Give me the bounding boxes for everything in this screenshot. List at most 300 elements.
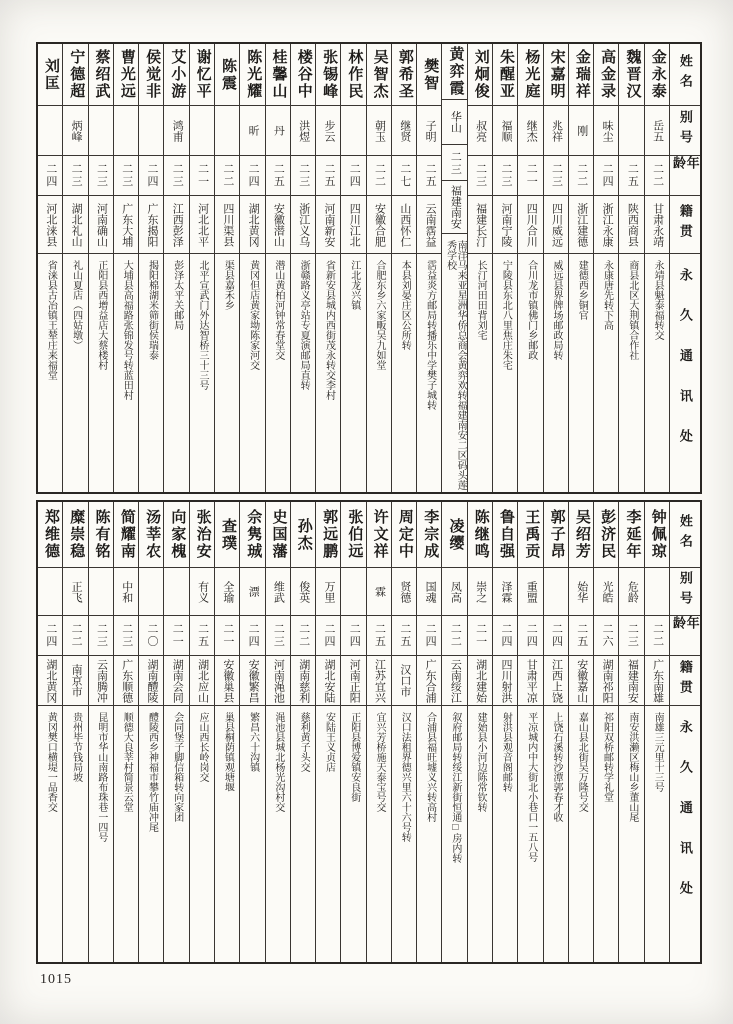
directory-table-top (36, 42, 702, 494)
person-native: 江西彭泽 (164, 196, 188, 254)
header-label-name: 姓名 (670, 502, 700, 568)
person-name: 彭济民 (594, 502, 618, 568)
person-age: 二三 (114, 156, 138, 196)
person-alias: 丹 (266, 106, 290, 156)
person-column (593, 502, 618, 962)
person-age: 二三 (114, 616, 138, 656)
person-name: 周定中 (392, 502, 416, 568)
person-native: 四川合川 (518, 196, 542, 254)
person-name: 张伯远 (341, 502, 365, 568)
person-address: 浙赣路义亭站专夏演邮局直转 (298, 260, 310, 390)
person-alias: 光皓 (594, 568, 618, 616)
person-name: 郭希圣 (392, 44, 416, 106)
person-column (441, 502, 466, 962)
person-column (315, 44, 340, 492)
person-age: 二四 (341, 156, 365, 196)
person-age: 二三 (164, 156, 188, 196)
page-number: 1015 (40, 972, 72, 987)
person-column (644, 44, 669, 492)
person-address: 揭阳棉湖米筛街侯瑞泰 (146, 260, 158, 360)
person-alias (89, 568, 113, 616)
person-name: 宋嘉明 (544, 44, 568, 106)
person-name: 简耀南 (114, 502, 138, 568)
person-native: 湖北应山 (190, 656, 214, 706)
person-address: 应山西长岭岗交 (197, 712, 209, 782)
person-address: 省新安县城内西街茂永转交李村 (323, 260, 335, 400)
person-name: 高金录 (594, 44, 618, 106)
person-native: 河南正阳 (341, 656, 365, 706)
person-alias: 中和 (114, 568, 138, 616)
person-column (467, 44, 492, 492)
person-column (517, 44, 542, 492)
person-name: 宁德超 (63, 44, 87, 106)
person-native: 安徽巢县 (215, 656, 239, 706)
person-native: 安徽潜山 (266, 196, 290, 254)
person-column (62, 502, 87, 962)
person-alias: 岳五 (645, 106, 669, 156)
person-alias: 有义 (190, 568, 214, 616)
person-age: 二一 (215, 616, 239, 656)
person-alias: 维武 (266, 568, 290, 616)
person-address: 渠县嘉禾乡 (222, 260, 234, 310)
person-alias: 全瑜 (215, 568, 239, 616)
person-name: 朱醒亚 (493, 44, 517, 106)
person-native: 湖北礼山 (63, 196, 87, 254)
person-name: 钟佩琼 (645, 502, 669, 568)
person-native: 浙江永康 (594, 196, 618, 254)
person-age: 二二 (215, 156, 239, 196)
person-column (644, 502, 669, 962)
person-age: 二三 (63, 156, 87, 196)
person-column (214, 44, 239, 492)
person-alias: 刚 (569, 106, 593, 156)
person-native: 安徽合肥 (367, 196, 391, 254)
person-native: 湖北安陆 (316, 656, 340, 706)
person-age: 二二 (63, 616, 87, 656)
person-age: 二四 (341, 616, 365, 656)
person-name: 佘隽珹 (240, 502, 264, 568)
person-native: 四川渠县 (215, 196, 239, 254)
person-address: 繁昌六十沟镇 (247, 712, 259, 772)
person-name: 王禹贡 (518, 502, 542, 568)
person-alias: 炳峰 (63, 106, 87, 156)
person-native: 云南腾冲 (89, 656, 113, 706)
person-column (163, 502, 188, 962)
person-age: 二四 (240, 156, 264, 196)
header-label-name: 姓名 (670, 44, 700, 106)
person-name: 吴绍芳 (569, 502, 593, 568)
person-name: 查璞 (215, 502, 239, 568)
person-native: 福建南安 (619, 656, 643, 706)
person-name: 谢忆平 (190, 44, 214, 106)
person-age: 二五 (392, 616, 416, 656)
person-address: 宁陵县东北八里焦庄朱宅 (500, 260, 512, 370)
person-age: 二四 (594, 156, 618, 196)
person-age: 二四 (518, 616, 542, 656)
person-native: 湖南慈利 (291, 656, 315, 706)
person-alias (544, 568, 568, 616)
person-age: 二五 (417, 156, 441, 196)
person-column (62, 44, 87, 492)
person-column (214, 502, 239, 962)
person-alias: 始华 (569, 568, 593, 616)
person-age: 二四 (417, 616, 441, 656)
person-column (189, 502, 214, 962)
person-column (366, 502, 391, 962)
header-label-native_place: 籍贯 (670, 196, 700, 254)
person-address: 彭泽太平关邮局 (171, 260, 183, 330)
person-address: 威远县界牌场邮政局转 (550, 260, 562, 360)
person-age: 二五 (619, 156, 643, 196)
header-column (669, 44, 700, 492)
person-name: 孙杰 (291, 502, 315, 568)
person-alias: 重盟 (518, 568, 542, 616)
person-name: 艾小游 (164, 44, 188, 106)
person-alias (215, 106, 239, 156)
person-native: 福建南安 (442, 181, 466, 233)
person-alias: 昕 (240, 106, 264, 156)
person-alias: 正飞 (63, 568, 87, 616)
person-age: 二三 (544, 156, 568, 196)
person-column (239, 502, 264, 962)
person-native: 河南宁陵 (493, 196, 517, 254)
person-age: 二四 (493, 616, 517, 656)
person-alias: 俊英 (291, 568, 315, 616)
person-alias: 步云 (316, 106, 340, 156)
person-native: 安徽嘉山 (569, 656, 593, 706)
person-name: 侯觉非 (139, 44, 163, 106)
person-address: 醴陵西乡神福市攀竹庙冲尾 (146, 712, 158, 832)
person-native: 湖北建始 (468, 656, 492, 706)
person-age: 二四 (38, 156, 62, 196)
person-age: 二二 (645, 616, 669, 656)
person-name: 陈震 (215, 44, 239, 106)
person-name: 蔡绍武 (89, 44, 113, 106)
person-column (543, 502, 568, 962)
person-native: 云南绥江 (442, 656, 466, 706)
person-address: 江北龙兴镇 (348, 260, 360, 310)
person-name: 林作民 (341, 44, 365, 106)
person-native: 甘肃平凉 (518, 656, 542, 706)
person-address: 潜山黄柏河钟常春堂交 (272, 260, 284, 360)
person-column (517, 502, 542, 962)
person-name: 刘匡 (38, 44, 62, 106)
person-alias (164, 568, 188, 616)
person-column (290, 44, 315, 492)
header-label-alias: 别号 (670, 106, 700, 156)
person-native: 河北涞县 (38, 196, 62, 254)
person-address: 霑益炎方邮局转播乐中学樊子城转 (424, 260, 436, 410)
person-name: 张锡峰 (316, 44, 340, 106)
person-column (138, 502, 163, 962)
person-alias (645, 568, 669, 616)
person-native: 湖南祁阳 (594, 656, 618, 706)
person-alias (89, 106, 113, 156)
person-native: 汉口市 (392, 656, 416, 706)
person-address: 嘉山县北街吴万隆号交 (576, 712, 588, 812)
person-column (138, 44, 163, 492)
person-address: 合肥东乡六家畈吴九如堂 (374, 260, 386, 370)
person-native: 河南渑池 (266, 656, 290, 706)
person-address: 汉口法租界德兴里六十六号转 (399, 712, 411, 842)
person-name: 金瑞祥 (569, 44, 593, 106)
person-address: 叙府邮局转绥江新街恒通□房内转 (449, 712, 461, 863)
person-alias: 凤高 (442, 568, 466, 616)
header-label-alias: 别号 (670, 568, 700, 616)
person-name: 汤莘农 (139, 502, 163, 568)
person-alias (139, 106, 163, 156)
person-name: 黄弈霞 (442, 44, 466, 100)
person-column (366, 44, 391, 492)
person-age: 二七 (392, 156, 416, 196)
person-alias: 叔亮 (468, 106, 492, 156)
person-age: 二三 (442, 145, 466, 181)
person-name: 凌缨 (442, 502, 466, 568)
person-alias (341, 568, 365, 616)
person-column (568, 502, 593, 962)
header-label-age: 年龄 (670, 156, 700, 196)
person-alias (341, 106, 365, 156)
person-age: 二二 (645, 156, 669, 196)
person-address: 建德西乡铜官 (576, 260, 588, 320)
person-age: 二一 (190, 156, 214, 196)
person-native: 河南确山 (89, 196, 113, 254)
person-address: 正阳县博爱镇安良街 (348, 712, 360, 802)
person-age: 二三 (89, 616, 113, 656)
person-age: 二〇 (139, 616, 163, 656)
person-address: 建始县小河边陈常钦转 (475, 712, 487, 812)
person-column (492, 502, 517, 962)
person-name: 陈光耀 (240, 44, 264, 106)
person-name: 郑维德 (38, 502, 62, 568)
person-column (593, 44, 618, 492)
person-age: 二五 (367, 616, 391, 656)
person-column (163, 44, 188, 492)
header-label-address: 永久通讯处 (670, 706, 700, 962)
person-native: 安徽繁昌 (240, 656, 264, 706)
person-address: 慈利黄子头交 (298, 712, 310, 772)
person-age: 二三 (266, 616, 290, 656)
person-address: 祁阳双桥邮转学礼堂 (601, 712, 613, 802)
person-alias: 继贤 (392, 106, 416, 156)
person-alias: 子明 (417, 106, 441, 156)
person-alias: 泽霖 (493, 568, 517, 616)
person-name: 魏晋汉 (619, 44, 643, 106)
person-age: 二四 (139, 156, 163, 196)
person-native: 湖北黄冈 (240, 196, 264, 254)
person-age: 二一 (164, 616, 188, 656)
person-address: 南安洪濑区梅山乡董山尾 (626, 712, 638, 822)
person-native: 湖南醴陵 (139, 656, 163, 706)
person-native: 广东南雄 (645, 656, 669, 706)
person-native: 云南霑益 (417, 196, 441, 254)
person-alias: 万里 (316, 568, 340, 616)
person-address: 正阳县西增益店大蔡楼村 (95, 260, 107, 370)
person-native: 广东揭阳 (139, 196, 163, 254)
person-native: 南京市 (63, 656, 87, 706)
person-column (618, 44, 643, 492)
person-age: 二六 (594, 616, 618, 656)
person-column (568, 44, 593, 492)
person-age: 二四 (240, 616, 264, 656)
person-address: 渑池县城北杨光沟村交 (272, 712, 284, 812)
person-native: 陕西商县 (619, 196, 643, 254)
person-native: 广东合浦 (417, 656, 441, 706)
person-name: 郭子昂 (544, 502, 568, 568)
person-address: 巢县桐荫镇观塘堰 (222, 712, 234, 792)
person-column (88, 44, 113, 492)
person-alias (619, 106, 643, 156)
person-address: 昆明市华山南路布珠巷一四号 (95, 712, 107, 842)
person-column (467, 502, 492, 962)
person-name: 陈继鸣 (468, 502, 492, 568)
person-age: 二四 (38, 616, 62, 656)
person-column (265, 502, 290, 962)
person-age: 二二 (569, 156, 593, 196)
person-alias: 味尘 (594, 106, 618, 156)
person-age: 二一 (468, 616, 492, 656)
person-age: 二二 (367, 156, 391, 196)
person-native: 江西上饶 (544, 656, 568, 706)
person-name: 桂馨山 (266, 44, 290, 106)
person-age: 二四 (316, 616, 340, 656)
person-alias: 福顺 (493, 106, 517, 156)
person-native: 江苏宜兴 (367, 656, 391, 706)
person-column (88, 502, 113, 962)
directory-tables (36, 42, 702, 964)
person-alias: 兆祥 (544, 106, 568, 156)
person-name: 陈有铭 (89, 502, 113, 568)
person-column (239, 44, 264, 492)
person-age: 二三 (291, 156, 315, 196)
person-address: 本县刘晏庄区公所转 (399, 260, 411, 350)
person-alias: 霖 (367, 568, 391, 616)
person-column (340, 502, 365, 962)
person-age: 二五 (316, 156, 340, 196)
person-address: 宜兴芳桥施天泰宝号交 (374, 712, 386, 812)
person-column (618, 502, 643, 962)
person-native: 福建长汀 (468, 196, 492, 254)
person-address: 北平宣武门外达智桥三十三号 (197, 260, 209, 390)
person-address: 贵州毕节钱局坡 (70, 712, 82, 782)
person-address: 省涞县古冶镇王辇庄来福堂 (45, 260, 57, 380)
person-address: 大埔县高福路张锦发号转蓝田村 (121, 260, 133, 400)
person-address: 合川龙市镇佛门乡邮政 (525, 260, 537, 360)
person-name: 史国藩 (266, 502, 290, 568)
person-native: 河南新安 (316, 196, 340, 254)
person-alias (38, 106, 62, 156)
person-address: 平凉城内中大街北小巷口一五八号 (525, 712, 537, 862)
person-name: 刘炯俊 (468, 44, 492, 106)
person-native: 四川江北 (341, 196, 365, 254)
person-native: 浙江建德 (569, 196, 593, 254)
header-label-native_place: 籍贯 (670, 656, 700, 706)
person-address: 会同堡子脚信箱转向家团 (171, 712, 183, 822)
person-alias: 继杰 (518, 106, 542, 156)
person-column (416, 502, 441, 962)
person-age: 二三 (619, 616, 643, 656)
person-alias (139, 568, 163, 616)
person-name: 樊智 (417, 44, 441, 106)
person-alias (38, 568, 62, 616)
person-name: 张治安 (190, 502, 214, 568)
person-alias: 漂 (240, 568, 264, 616)
person-column (391, 44, 416, 492)
person-column (265, 44, 290, 492)
person-column (416, 44, 441, 492)
person-column (38, 502, 62, 962)
person-column (340, 44, 365, 492)
person-age: 二三 (89, 156, 113, 196)
person-name: 李延年 (619, 502, 643, 568)
directory-table-bottom (36, 500, 702, 964)
person-native: 浙江义乌 (291, 196, 315, 254)
header-column (669, 502, 700, 962)
person-address: 合浦县福旺墟义兴转高村 (424, 712, 436, 822)
person-age: 二三 (493, 156, 517, 196)
person-alias: 贤德 (392, 568, 416, 616)
person-age: 二四 (544, 616, 568, 656)
person-name: 向家槐 (164, 502, 188, 568)
person-age: 二二 (291, 616, 315, 656)
person-address: 黄冈樊口横堤一品香交 (45, 712, 57, 812)
person-name: 许文祥 (367, 502, 391, 568)
person-name: 糜崇稳 (63, 502, 87, 568)
person-address: 长汀河田田背刘宅 (475, 260, 487, 340)
person-native: 四川射洪 (493, 656, 517, 706)
person-native: 甘肃永靖 (645, 196, 669, 254)
person-address: 黄冈但店黄家坳陈家河交 (247, 260, 259, 370)
person-name: 曹光远 (114, 44, 138, 106)
person-alias: 华山 (442, 100, 466, 145)
person-native: 湖北黄冈 (38, 656, 62, 706)
person-column (391, 502, 416, 962)
person-alias (114, 106, 138, 156)
person-alias: 朝玉 (367, 106, 391, 156)
person-column (543, 44, 568, 492)
person-alias: 鸿甫 (164, 106, 188, 156)
person-alias (190, 106, 214, 156)
person-address: 礼山夏店（四姑墩） (70, 260, 82, 350)
person-name: 吴智杰 (367, 44, 391, 106)
person-address: 上饶石溪转沙潭郭春才收 (550, 712, 562, 822)
person-address: 南雄三元里十三号 (652, 712, 664, 792)
person-native: 山西怀仁 (392, 196, 416, 254)
person-address: 射洪县观音阁邮转 (500, 712, 512, 792)
person-address: 顺德大良莘村简景云堂 (121, 712, 133, 812)
person-alias: 崇之 (468, 568, 492, 616)
person-alias: 洪煜 (291, 106, 315, 156)
person-column (441, 44, 466, 492)
person-native: 四川威远 (544, 196, 568, 254)
person-column (290, 502, 315, 962)
person-age: 二五 (266, 156, 290, 196)
person-age: 二五 (190, 616, 214, 656)
header-label-age: 年龄 (670, 616, 700, 656)
person-alias: 国魂 (417, 568, 441, 616)
person-column (38, 44, 62, 492)
person-native: 湖南会同 (164, 656, 188, 706)
person-native: 广东顺德 (114, 656, 138, 706)
person-column (113, 44, 138, 492)
person-name: 鲁自强 (493, 502, 517, 568)
person-age: 二五 (569, 616, 593, 656)
person-address: 南洋马来亚星洲华侨总商会黄弈欢转福建南安二区码头莲秀学校 (444, 239, 467, 490)
person-native: 河北北平 (190, 196, 214, 254)
person-address: 永靖县魁泰福转交 (652, 260, 664, 340)
person-column (315, 502, 340, 962)
person-column (113, 502, 138, 962)
